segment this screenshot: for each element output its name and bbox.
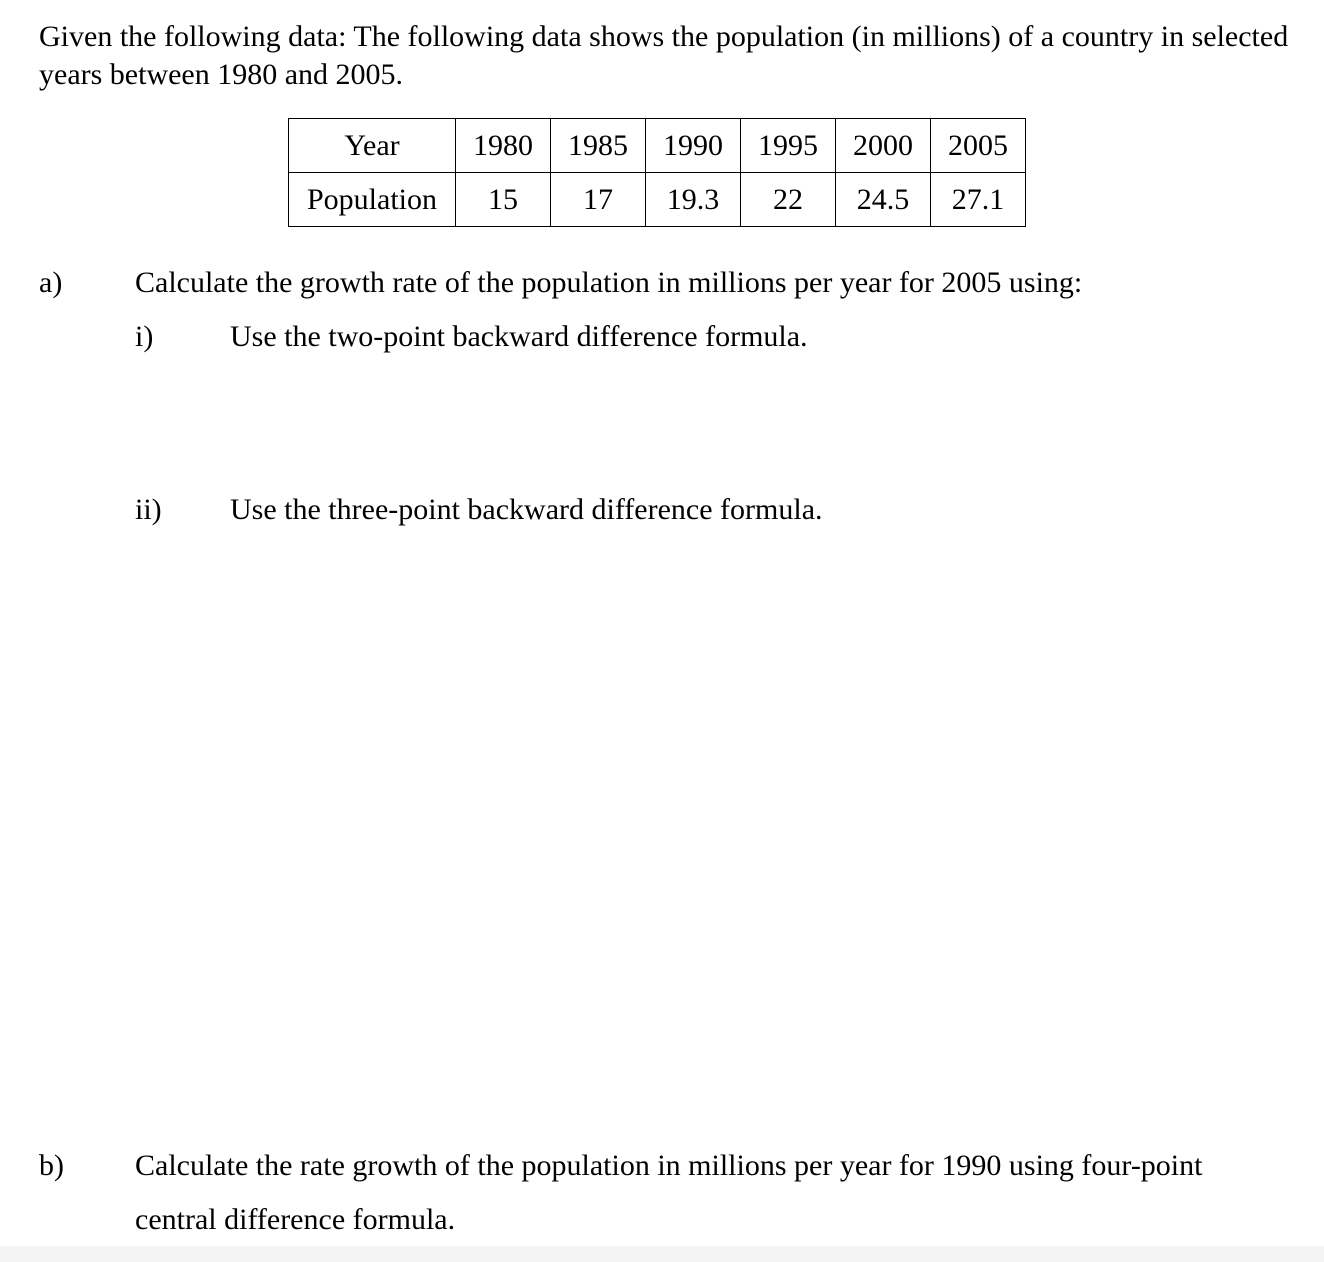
intro-text: Given the following data: The following data shows the population (in millions) of a country in selected years between 1980 and 2005. [39, 20, 1289, 91]
year-cell: 1985 [551, 119, 646, 173]
population-cell: 17 [551, 173, 646, 227]
part-b-question-line2: central difference formula. [135, 1203, 456, 1236]
year-cell: 1995 [741, 119, 836, 173]
part-a-i-text: Use the two-point backward difference formula. [230, 320, 808, 353]
row-label-population: Population [289, 173, 456, 227]
population-cell: 22 [741, 173, 836, 227]
population-cell: 19.3 [646, 173, 741, 227]
year-cell: 1990 [646, 119, 741, 173]
year-cell: 2000 [836, 119, 931, 173]
part-a-i-label: i) [135, 320, 154, 353]
part-a-question: Calculate the growth rate of the population in millions per year for 2005 using: [135, 266, 1083, 299]
population-table [288, 118, 1026, 227]
part-a-ii-label: ii) [135, 493, 162, 526]
year-cell: 2005 [931, 119, 1026, 173]
population-row [289, 173, 1026, 227]
population-cell: 15 [456, 173, 551, 227]
population-cell: 27.1 [931, 173, 1026, 227]
year-row [289, 119, 1026, 173]
row-label-year: Year [289, 119, 456, 173]
part-a-ii-text: Use the three-point backward difference formula. [230, 493, 823, 526]
part-a-label: a) [39, 266, 63, 299]
year-cell: 1980 [456, 119, 551, 173]
page-bottom-edge [0, 1246, 1324, 1262]
population-cell: 24.5 [836, 173, 931, 227]
part-b-question-line1: Calculate the rate growth of the population in millions per year for 1990 using four-point [135, 1149, 1203, 1182]
part-b-label: b) [39, 1149, 64, 1182]
